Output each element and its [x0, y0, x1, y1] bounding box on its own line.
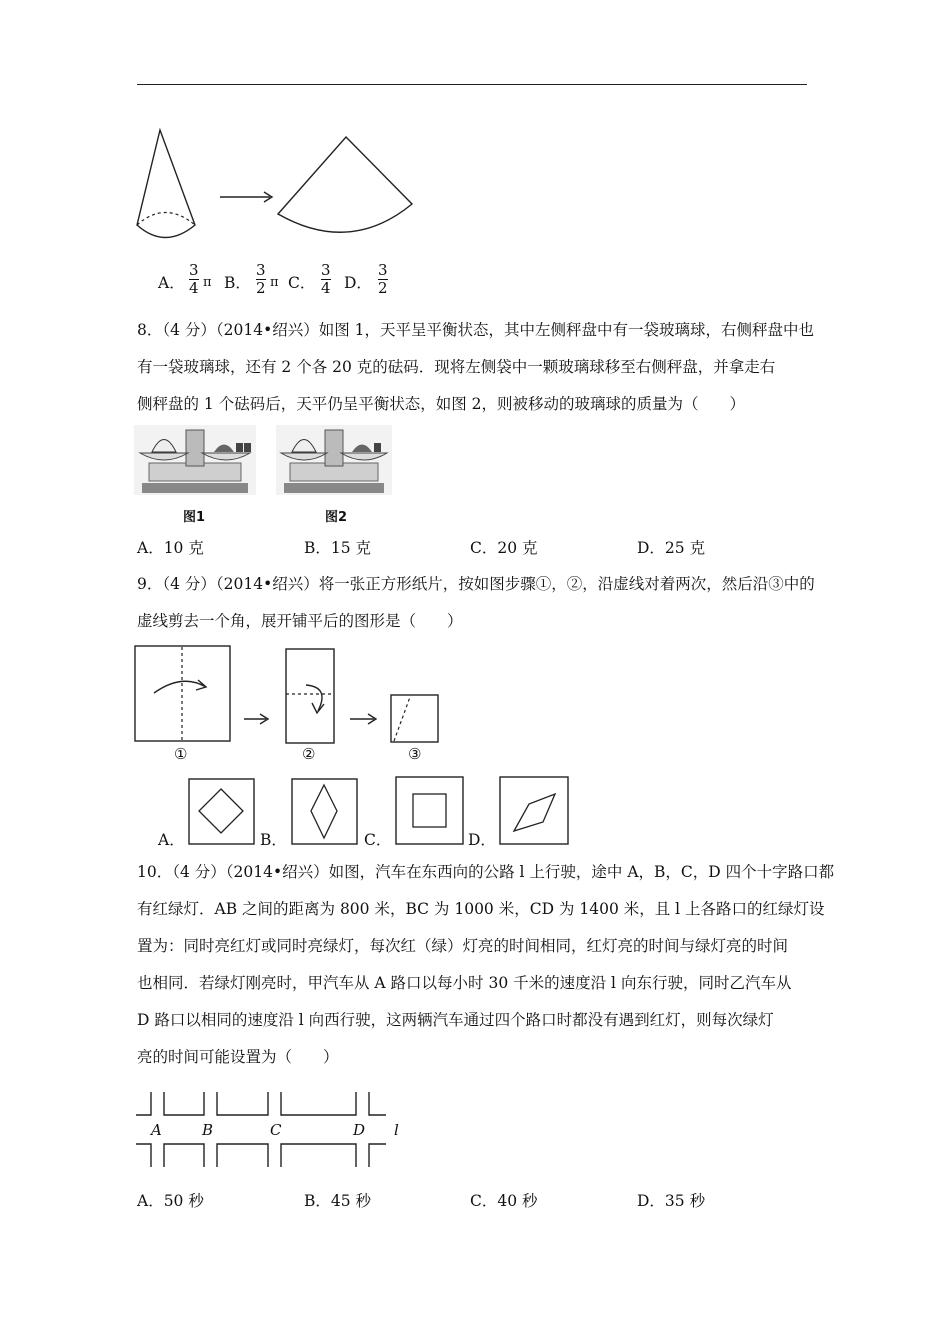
q9-option-c-figure [395, 776, 465, 846]
road-label-b: B [202, 1121, 214, 1139]
figure-2-caption: 图2 [325, 510, 348, 525]
q8-option-d: D．25 克 [637, 539, 706, 557]
option-c-fraction: $\frac{3}{4}$ [321, 261, 331, 297]
q9-line-2: 虚线剪去一个角，展开铺平后的图形是（ ） [137, 612, 463, 630]
q8-line-1: 8．（4 分）（2014•绍兴）如图 1，天平呈平衡状态，其中左侧秤盘中有一袋玻璃球，右侧秤盘中也 [137, 321, 815, 339]
q8-option-b: B．15 克 [304, 539, 372, 557]
q8-line-3: 侧秤盘的 1 个砝码后，天平仍呈平衡状态，如图 2，则被移动的玻璃球的质量为（ ） [137, 395, 746, 413]
road-label-d: D [353, 1121, 366, 1139]
balance-figure-2 [276, 425, 392, 495]
q10-line-5: D 路口以相同的速度沿 l 向西行驶，这两辆汽车通过四个路口时都没有遇到红灯，则每次绿灯 [137, 1011, 774, 1029]
figure-1-caption: 图1 [183, 510, 206, 525]
option-a-pi: π [203, 275, 212, 290]
q10-option-d: D．35 秒 [637, 1192, 706, 1210]
q9-option-c-letter: C． [364, 831, 392, 849]
q9-option-d-figure [499, 776, 571, 846]
road-label-c: C [270, 1121, 282, 1139]
q7-options [158, 262, 458, 307]
option-d-letter: D． [344, 274, 372, 292]
q10-line-1: 10．（4 分）（2014•绍兴）如图，汽车在东西向的公路 l 上行驶，途中 A，B，C，D 四个十字路口都 [137, 863, 835, 881]
option-d-fraction: $\frac{3}{2}$ [378, 261, 388, 297]
header-rule [137, 84, 807, 85]
q10-option-c: C．40 秒 [470, 1192, 538, 1210]
cone-figure [130, 125, 420, 250]
q9-option-a-figure [188, 778, 256, 846]
folding-steps-figure [134, 645, 444, 745]
q10-line-6: 亮的时间可能设置为（ ） [137, 1048, 339, 1066]
balance-figure-1 [134, 425, 256, 495]
road-label-l: l [394, 1121, 399, 1139]
q9-line-1: 9．（4 分）（2014•绍兴）将一张正方形纸片，按如图步骤①，②，沿虚线对着两次，然后沿③中的 [137, 575, 815, 593]
q10-line-4: 也相同．若绿灯刚亮时，甲汽车从 A 路口以每小时 30 千米的速度沿 l 向东行驶，同时乙汽车从 [137, 974, 792, 992]
q10-line-2: 有红绿灯．AB 之间的距离为 800 米，BC 为 1000 米，CD 为 1400 米，且 l 上各路口的红绿灯设 [137, 900, 825, 918]
q9-option-d-letter: D． [468, 831, 496, 849]
q8-option-c: C．20 克 [470, 539, 538, 557]
step-label-3: ③ [408, 745, 422, 763]
option-a-letter: A． [158, 274, 185, 292]
q9-option-b-letter: B． [260, 831, 287, 849]
q10-line-3: 置为：同时亮红灯或同时亮绿灯，每次红（绿）灯亮的时间相同，红灯亮的时间与绿灯亮的时间 [137, 937, 789, 955]
q10-option-b: B．45 秒 [304, 1192, 372, 1210]
option-c-letter: C． [288, 274, 316, 292]
road-label-a: A [151, 1121, 162, 1139]
step-label-2: ② [302, 745, 316, 763]
q8-option-a: A．10 克 [137, 539, 204, 557]
q9-option-a-letter: A． [158, 831, 185, 849]
option-a-fraction: $\frac{3}{4}$ [189, 261, 199, 297]
q10-option-a: A．50 秒 [137, 1192, 204, 1210]
option-b-letter: B． [224, 274, 251, 292]
q8-line-2: 有一袋玻璃球，还有 2 个各 20 克的砝码．现将左侧袋中一颗玻璃球移至右侧秤盘，并拿走右 [137, 358, 776, 376]
q9-option-b-figure [291, 778, 359, 846]
step-label-1: ① [174, 745, 188, 763]
option-b-fraction: $\frac{3}{2}$ [256, 261, 266, 297]
option-b-pi: π [270, 275, 279, 290]
